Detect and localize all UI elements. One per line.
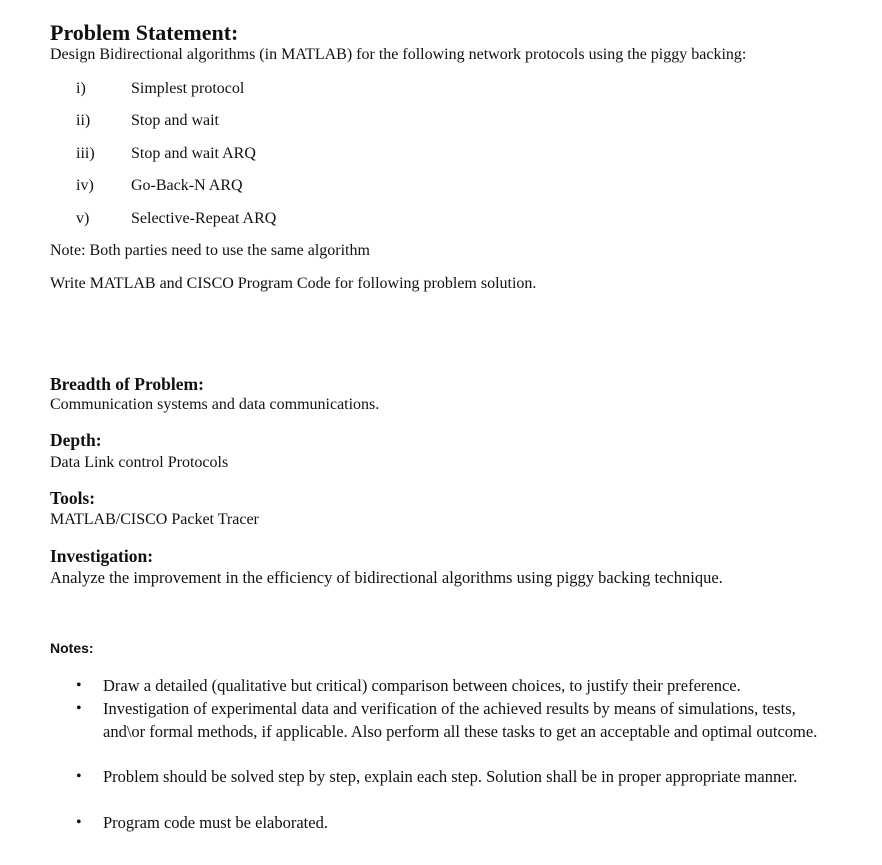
note-bullet-text: Investigation of experimental data and verification of the achieved results by means of simulations, tests, and\or formal methods, if applicable. Also perform all these tasks to get an acceptable and optimal outcome. — [103, 699, 818, 741]
bullet-icon: • — [76, 768, 82, 785]
bullet-icon: • — [76, 700, 82, 717]
problem-intro: Design Bidirectional algorithms (in MATLAB) for the following network protocols using the piggy backing: — [50, 46, 747, 63]
investigation-text: Analyze the improvement in the efficiency of bidirectional algorithms using piggy backing technique. — [50, 568, 723, 587]
depth-text: Data Link control Protocols — [50, 454, 229, 471]
depth-heading: Depth: — [50, 430, 102, 450]
problem-statement-heading: Problem Statement: — [50, 20, 239, 45]
list-item-text: Go-Back-N ARQ — [131, 177, 243, 194]
list-item-number: v) — [76, 210, 90, 227]
list-item-number: iii) — [76, 145, 95, 162]
list-item-number: ii) — [76, 112, 91, 129]
bullet-icon: • — [76, 677, 82, 694]
list-item-number: i) — [76, 80, 86, 97]
write-instruction: Write MATLAB and CISCO Program Code for following problem solution. — [50, 275, 537, 292]
tools-text: MATLAB/CISCO Packet Tracer — [50, 511, 259, 528]
note-bullet-text: Problem should be solved step by step, explain each step. Solution shall be in proper appropriate manner. — [103, 767, 798, 786]
breadth-heading: Breadth of Problem: — [50, 374, 204, 394]
list-item-text: Selective-Repeat ARQ — [131, 210, 277, 227]
tools-heading: Tools: — [50, 488, 96, 508]
investigation-heading: Investigation: — [50, 546, 154, 566]
note-text: Note: Both parties need to use the same algorithm — [50, 242, 370, 259]
list-item-text: Simplest protocol — [131, 80, 245, 97]
list-item-text: Stop and wait ARQ — [131, 145, 256, 162]
list-item-text: Stop and wait — [131, 112, 219, 129]
notes-heading: Notes: — [50, 640, 94, 656]
breadth-text: Communication systems and data communications. — [50, 396, 380, 413]
note-bullet-text: Draw a detailed (qualitative but critical) comparison between choices, to justify their preference. — [103, 676, 741, 695]
bullet-icon: • — [76, 814, 82, 831]
note-bullet-text: Program code must be elaborated. — [103, 813, 328, 832]
list-item-number: iv) — [76, 177, 94, 194]
